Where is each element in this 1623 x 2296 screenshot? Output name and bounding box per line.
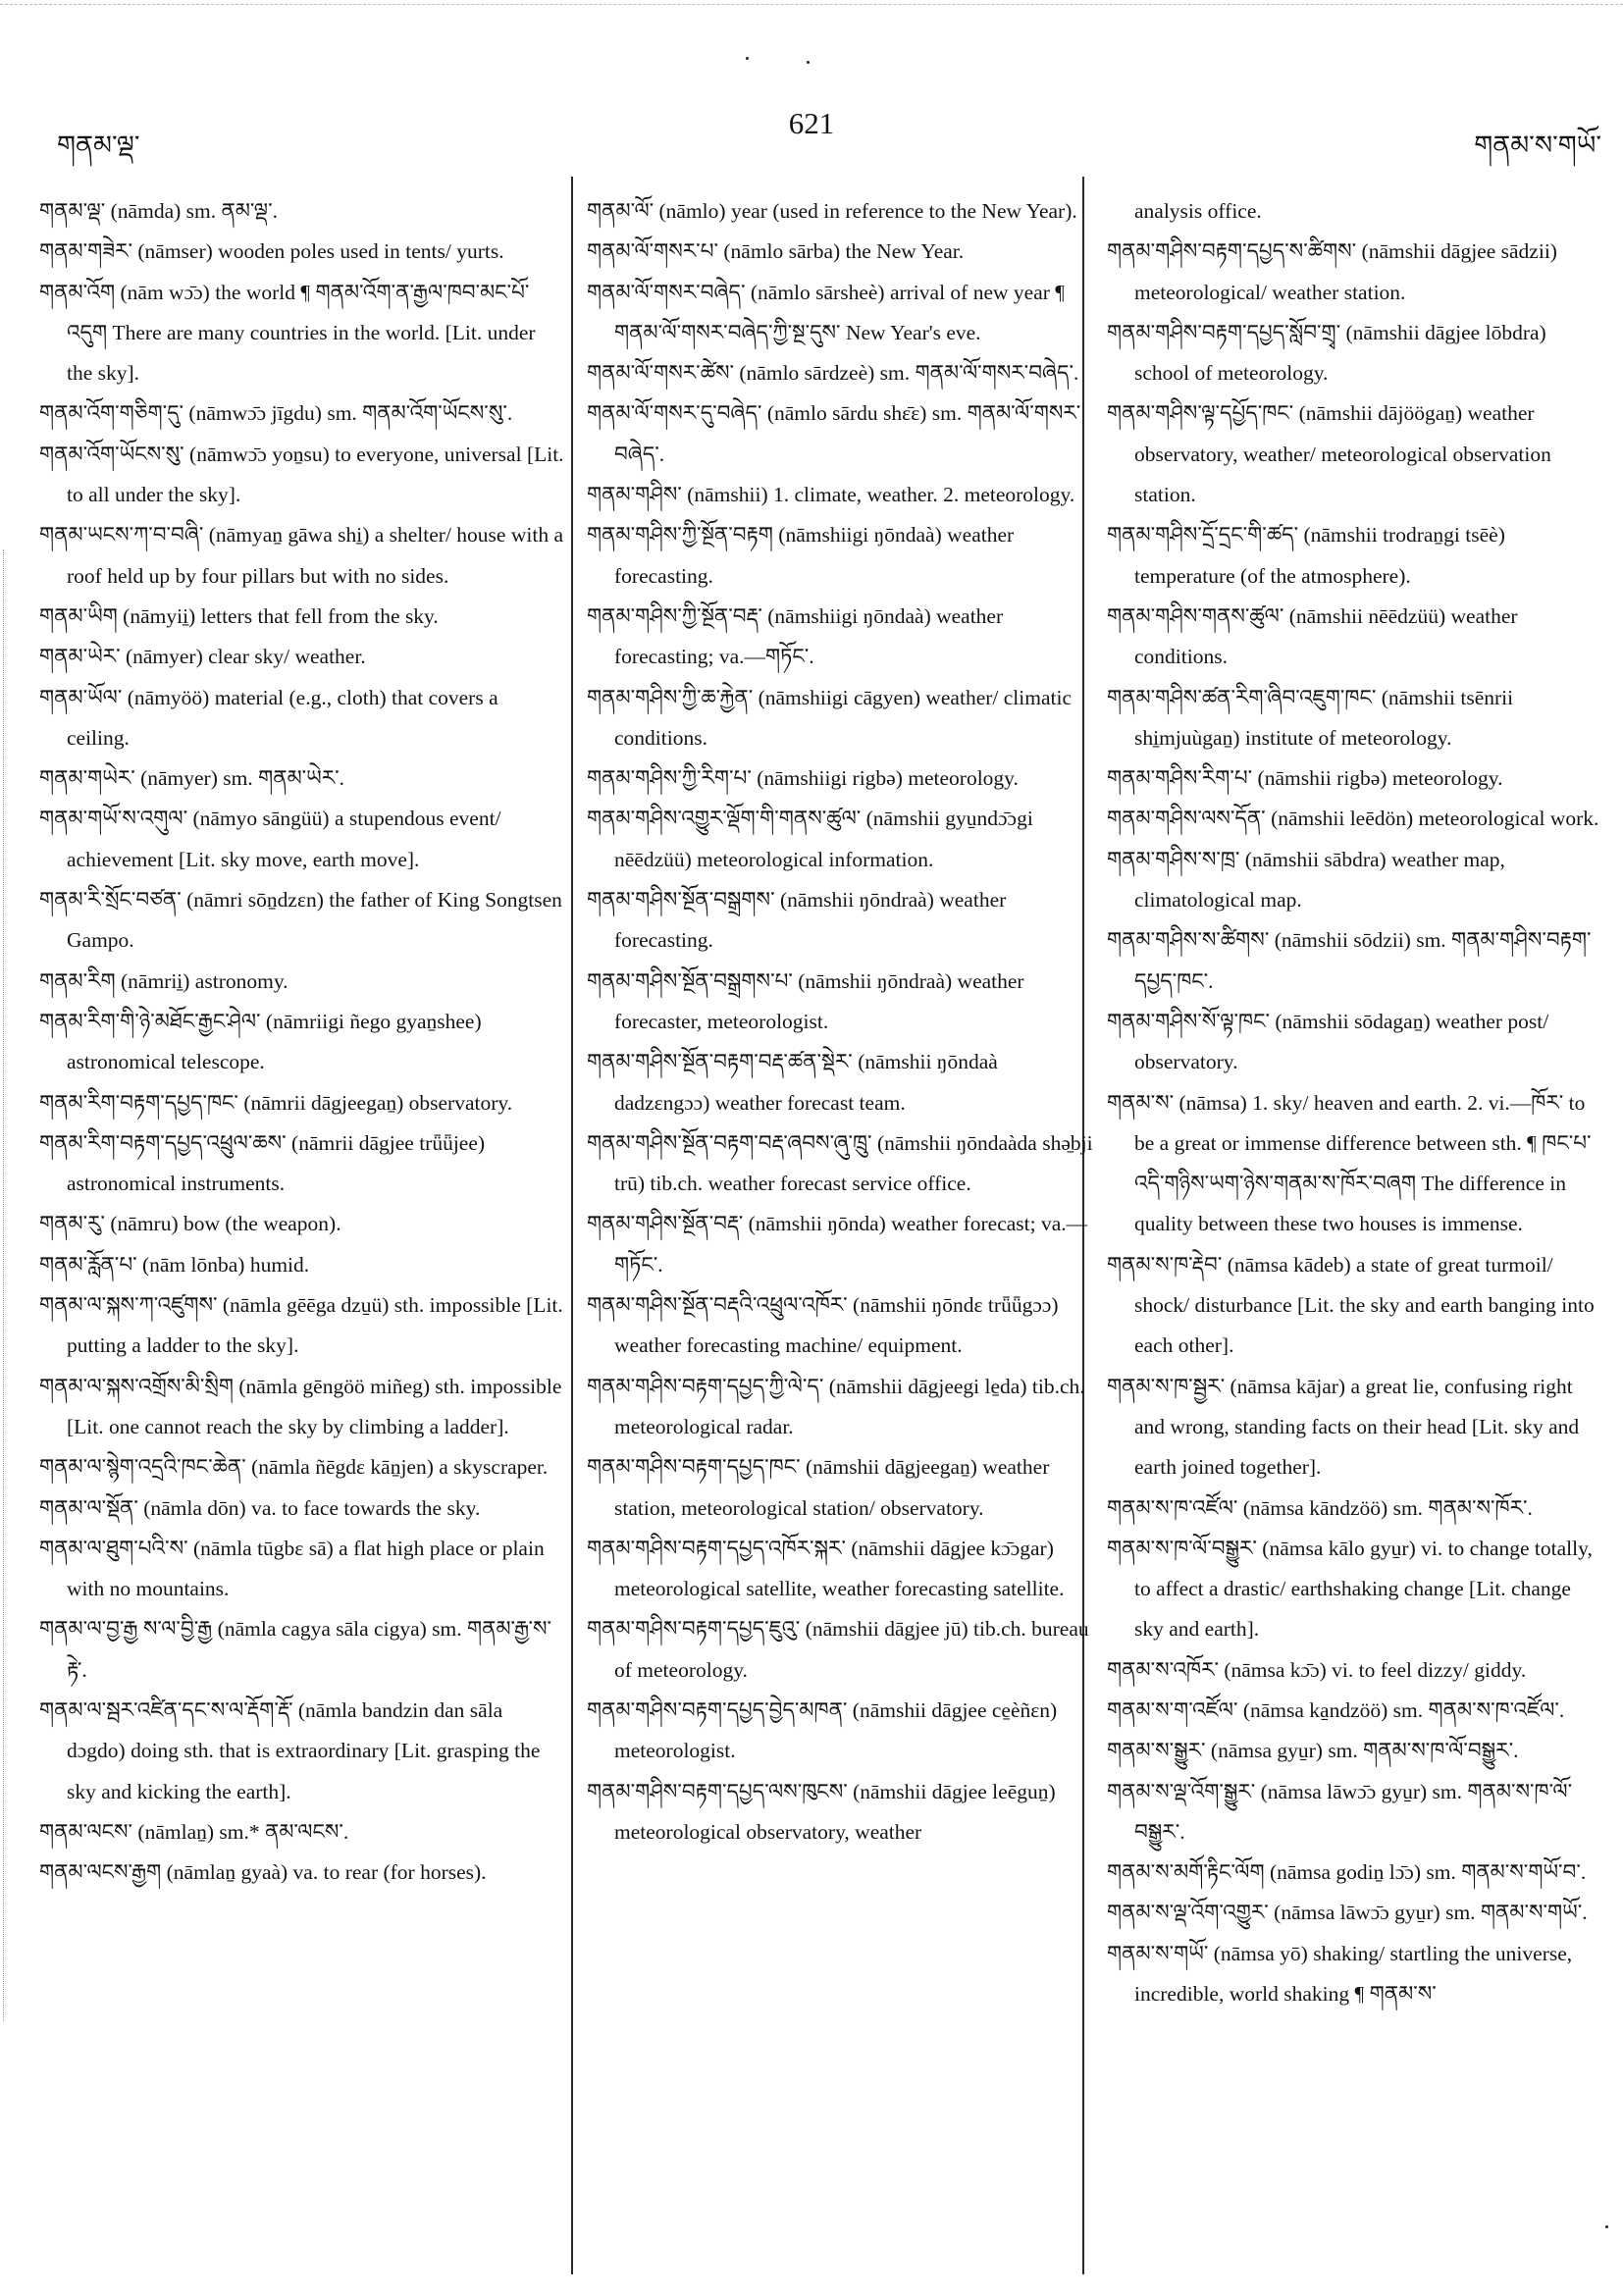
dictionary-entry: གནམ་ས་ལྡ་འོག་སྒྱུར་ (nāmsa lāwɔ̄ɔ gyu̱r) sm. གནམ་ས་ཁ་ལོ་བསྒྱུར་.: [1107, 1779, 1573, 1844]
scan-top-line: [0, 4, 1623, 5]
dictionary-entry: གནམ་ས་ཁ་སྦྱར་ (nāmsa kājar) a great lie, confusing right and wrong, standing facts on their head [Lit. sky and earth joined together].: [1107, 1374, 1580, 1480]
dictionary-entry: གནམ་གཤིས་བརྟག་དཔྱད་ལས་ཁུངས་ (nāmshii dāgjee leēguṉ) meteorological observatory, weather: [587, 1779, 1056, 1844]
dictionary-entry: གནམ་ལོ་གསར་ཚེས་ (nāmlo sārdzeè) sm. གནམ་ལོ་གསར་བཞེད་.: [587, 361, 1079, 386]
dictionary-entry: གནམ་རིག་བརྟག་དཔྱད་འཕྲུལ་ཆས་ (nāmrii dāgjee trǖǖjee) astronomical instruments.: [39, 1130, 486, 1196]
dictionary-entry: གནམ་འོག་ཡོངས་སུ་ (nāmwɔ̄ɔ yoṉsu) to everyone, universal [Lit. to all under the sky].: [39, 442, 564, 507]
dictionary-entry: གནམ་གཤིས་བརྟག་དཔྱད་བྱེད་མཁན་ (nāmshii dāgjee ce̱èñɛn) meteorologist.: [587, 1697, 1058, 1763]
dictionary-entry: གནམ་རློན་པ་ (nām lōnba) humid.: [39, 1252, 310, 1277]
dictionary-entry: གནམ་གཤིས་ལས་དོན་ (nāmshii leēdön) meteorological work.: [1107, 807, 1599, 831]
dictionary-entry: གནམ་ལ་ཐུག་པའི་ས་ (nāmla tūgbɛ sā) a flat high place or plain with no mountains.: [39, 1536, 545, 1601]
dictionary-entry: གནམ་ས་ལྡ་འོག་འགྱུར་ (nāmsa lāwɔ̄ɔ gyu̱r) sm. གནམ་ས་གཡོ་.: [1107, 1901, 1588, 1925]
dictionary-entry: གནམ་གཟེར་ (nāmser) wooden poles used in tents/ yurts.: [39, 239, 504, 264]
dictionary-entry: གནམ་གཤིས་སྔོན་བརྟག་བརྡ་ཚན་སྡེར་ (nāmshii ŋōndaà dadzɛngɔɔ) weather forecast team.: [587, 1050, 998, 1115]
dictionary-entry: གནམ་གཤིས་གནས་ཚུལ་ (nāmshii nēēdzüü) weather conditions.: [1107, 603, 1518, 669]
dictionary-entry: གནམ་གཤིས་བརྟག་དཔྱད་འཁོར་སྐར་ (nāmshii dāgjee kɔ̄ɔgar) meteorological satellite, weather forecasting satellite.: [587, 1536, 1065, 1601]
dictionary-entry: གནམ་ཡིག (nāmyii̱) letters that fell from the sky.: [39, 603, 439, 628]
page-number: 621: [788, 106, 835, 140]
dictionary-entry: གནམ་གཤིས་ལྟ་དཔྱོད་ཁང་ (nāmshii dājöögaṉ) weather observatory, weather/ meteorological observation station.: [1107, 401, 1551, 507]
dictionary-entry: གནམ་གཤིས་འགྱུར་ལྡོག་གི་གནས་ཚུལ་ (nāmshii gyu̱ndɔ̄ɔgi nēēdzüü) meteorological information.: [587, 807, 1033, 871]
dictionary-entry: གནམ་ལྡ་ (nāmda) sm. ནམ་ལྡ་.: [39, 199, 279, 223]
dictionary-entry: གནམ་གཤིས་བརྟག་དཔྱད་ཀྱི་ལེ་ད་ (nāmshii dāgjeegi le̱da) tib.ch. meteorological radar.: [587, 1374, 1085, 1438]
dictionary-entry: གནམ་གཤིས་ཚན་རིག་ཞིབ་འཇུག་ཁང་ (nāmshii tsēnrii shi̱mjuùgaṉ) institute of meteorology.: [1107, 685, 1514, 750]
dictionary-entry: གནམ་འོག་གཅིག་དུ་ (nāmwɔ̄ɔ jīgdu) sm. གནམ་འོག་ཡོངས་སུ་.: [39, 401, 513, 426]
dictionary-entry: གནམ་ས་མགོ་རྟིང་ལོག (nāmsa godiṉ lɔ̄ɔ) sm. གནམ་ས་གཡོ་བ་.: [1107, 1860, 1587, 1885]
dictionary-entry: གནམ་ལ་སྦར་འཛིན་དང་ས་ལ་རྡོག་རྡོ་ (nāmla bandzin dan sāla dɔgdo) doing sth. that is extraordinary [Lit. grasping the sky and kicking the earth].: [39, 1697, 541, 1803]
dictionary-entry: གནམ་གཤིས་སྔོན་བརྟག་བརྡ་ཞབས་ཞུ་ཁྲུ་ (nāmshii ŋōndaàda shə̱bji trū) tib.ch. weather forecast service office.: [587, 1130, 1093, 1196]
dictionary-entry: གནམ་གཤིས་ཀྱི་སྔོན་བརྡ་ (nāmshiigi ŋōndaà) weather forecasting; va.—གཏོང་.: [587, 603, 1004, 669]
dictionary-entry: གནམ་ལངས་རྒྱག (nāmlaṉ gyaà) va. to rear (for horses).: [39, 1860, 487, 1885]
dictionary-entry: གནམ་ས་ཁ་ལོ་བསྒྱུར་ (nāmsa kālo gyu̱r) vi. to change totally, to affect a drastic/ earthshaking change [Lit. change sky and earth].: [1107, 1536, 1593, 1642]
dictionary-entry: གནམ་གཤིས་ཀྱི་རིག་པ་ (nāmshiigi rigbə) meteorology.: [587, 766, 1019, 791]
left-guide-word: གནམ་ལྡ་: [57, 130, 140, 160]
dictionary-entry: གནམ་འོག (nām wɔ̄ɔ) the world ¶ གནམ་འོག་ན་རྒྱལ་ཁབ་མང་པོ་འདུག There are many countries in the world. [Lit. under the sky].: [39, 280, 536, 386]
dictionary-entry: གནམ་གཤིས་ཀྱི་ཆ་རྐྱེན་ (nāmshiigi cāgyen) weather/ climatic conditions.: [587, 685, 1072, 750]
dictionary-entry: གནམ་རུ་ (nāmru) bow (the weapon).: [39, 1212, 341, 1236]
dictionary-entry: གནམ་ས་ཁ་འཛོལ་ (nāmsa kāndzöö) sm. གནམ་ས་ཁོར་.: [1107, 1495, 1533, 1520]
dictionary-entry: གནམ་ས་ (nāmsa) 1. sky/ heaven and earth. 2. vi.—ཁོར་ to be a great or immense difference between sth. ¶ ཁང་པ་འདི་གཉིས་ཡག་ཉེས་གནམ་ས་ཁོར་བཞག The difference in quality between these two houses is immense.: [1107, 1090, 1592, 1236]
dictionary-entry: གནམ་གཤིས་བརྟག་དཔྱད་སློབ་གྲྭ་ (nāmshii dāgjee lōbdra) school of meteorology.: [1107, 320, 1546, 386]
dictionary-entry: གནམ་ས་ག་འཛོལ་ (nāmsa ka̱ndzöö) sm. གནམ་ས་ཁ་འཛོལ་.: [1107, 1697, 1565, 1722]
dictionary-entry: གནམ་ལོ་གསར་བཞེད་ (nāmlo sārsheè) arrival of new year ¶ གནམ་ལོ་གསར་བཞེད་ཀྱི་སྔ་དུས་ New Year's eve.: [587, 280, 1066, 344]
dictionary-entry: གནམ་རིག་བརྟག་དཔྱད་ཁང་ (nāmrii dāgjeegaṉ) observatory.: [39, 1090, 513, 1115]
dictionary-entry: གནམ་གཤིས་སྔོན་བརྡའི་འཕྲུལ་འཁོར་ (nāmshii ŋōndɛ trǖǖgɔɔ) weather forecasting machine/ equipment.: [587, 1293, 1059, 1358]
dictionary-entry: གནམ་ས་ཁ་རྡེབ་ (nāmsa kādeb) a state of great turmoil/ shock/ disturbance [Lit. the sky and earth banging into each other].: [1107, 1252, 1595, 1358]
dictionary-entry: གནམ་གཡེར་ (nāmyer) sm. གནམ་ཡེར་.: [39, 766, 345, 791]
column-left: [39, 191, 564, 1893]
scan-left-edge: [3, 549, 4, 2021]
dictionary-entry: གནམ་གཤིས་སྔོན་བསྒྲགས་ (nāmshii ŋōndraà) weather forecasting.: [587, 888, 1007, 953]
dictionary-entry: གནམ་ལོ་གསར་པ་ (nāmlo sārba) the New Year.: [587, 239, 965, 264]
scan-speck: [1605, 2225, 1608, 2228]
dictionary-entry: གནམ་གཤིས་སྔོན་བསྒྲགས་པ་ (nāmshii ŋōndraà) weather forecaster, meteorologist.: [587, 968, 1024, 1033]
dictionary-entry: གནམ་རིག (nāmrii̱) astronomy.: [39, 968, 288, 993]
dictionary-entry: གནམ་ས་གཡོ་ (nāmsa yō) shaking/ startling the universe, incredible, world shaking ¶ གནམ་ས་: [1107, 1941, 1573, 2007]
dictionary-entry: གནམ་གཤིས་དྲོ་དྲང་གི་ཚད་ (nāmshii trodraṉgi tsēè) temperature (of the atmosphere).: [1107, 523, 1505, 588]
dictionary-entry: གནམ་རི་སྲོང་བཙན་ (nāmri sōṉdzɛn) the father of King Songtsen Gampo.: [39, 888, 562, 953]
dictionary-entry: གནམ་ལ་བྱ་རྒྱ ས་ལ་བྱི་རྒྱ (nāmla cagya sāla cigya) sm. གནམ་རྒྱ་ས་རྟེ་.: [39, 1617, 552, 1682]
dictionary-entry: གནམ་ཡོལ་ (nāmyöö) material (e.g., cloth) that covers a ceiling.: [39, 685, 498, 750]
dictionary-entry: གནམ་ལ་སྙེག་འདྲའི་ཁང་ཆེན་ (nāmla ñēgdɛ kāṉjen) a skyscraper.: [39, 1455, 549, 1480]
column-divider: [571, 177, 573, 2274]
dictionary-entry: གནམ་རིག་གི་ཉེ་མཐོང་རྒྱང་ཤེལ་ (nāmriigi ñego gyaṉshee) astronomical telescope.: [39, 1009, 482, 1074]
dictionary-entry: གནམ་ས་འཁོར་ (nāmsa kɔ̄ɔ) vi. to feel dizzy/ giddy.: [1107, 1657, 1527, 1682]
column-middle: [587, 191, 1093, 1852]
dictionary-entry: གནམ་གཤིས་ས་ཁྲ་ (nāmshii sābdra) weather map, climatological map.: [1107, 847, 1505, 913]
dictionary-entry: གནམ་ལ་སྡོན་ (nāmla dōn) va. to face towards the sky.: [39, 1495, 481, 1520]
dictionary-entry: གནམ་གཤིས་སྔོན་བརྡ་ (nāmshii ŋōnda) weather forecast; va.—གཏོང་.: [587, 1212, 1088, 1277]
dictionary-entry: གནམ་གཤིས་སོ་ལྟ་ཁང་ (nāmshii sōdagaṉ) weather post/ observatory.: [1107, 1009, 1549, 1074]
column-right: [1107, 191, 1601, 2014]
dictionary-entry: analysis office.: [1134, 199, 1262, 223]
dictionary-entry: གནམ་ཡངས་ཀ་བ་བཞི་ (nāmyaṉ gāwa shi̱) a shelter/ house with a roof held up by four pillars but with no sides.: [39, 523, 563, 588]
dictionary-entry: གནམ་གཡོ་ས་འགུལ་ (nāmyo sāngüü) a stupendous event/ achievement [Lit. sky move, earth move].: [39, 807, 501, 871]
dictionary-entry: གནམ་ལོ་ (nāmlo) year (used in reference to the New Year).: [587, 199, 1077, 223]
scan-speck: [746, 57, 749, 60]
dictionary-entry: གནམ་ལངས་ (nāmlaṉ) sm.* ནམ་ལངས་.: [39, 1819, 349, 1844]
dictionary-entry: གནམ་ས་སྒྱུར་ (nāmsa gyu̱r) sm. གནམ་ས་ཁ་ལོ་བསྒྱུར་.: [1107, 1739, 1519, 1763]
dictionary-entry: གནམ་གཤིས་ (nāmshii) 1. climate, weather. 2. meteorology.: [587, 483, 1075, 507]
dictionary-entry: གནམ་གཤིས་རིག་པ་ (nāmshii rigbə) meteorology.: [1107, 766, 1503, 791]
dictionary-entry: གནམ་ལ་སྐས་འགྲོས་མི་སྲིག (nāmla gēngöö miñeg) sth. impossible [Lit. one cannot reach the sky by climbing a ladder].: [39, 1374, 562, 1438]
dictionary-entry: གནམ་གཤིས་བརྟག་དཔྱད་ས་ཚིགས་ (nāmshii dāgjee sādzii) meteorological/ weather station.: [1107, 239, 1557, 304]
right-guide-word: གནམ་ས་གཡོ་: [1474, 130, 1601, 160]
dictionary-entry: གནམ་ཡེར་ (nāmyer) clear sky/ weather.: [39, 645, 366, 669]
dictionary-entry: གནམ་ལོ་གསར་དུ་བཞེད་ (nāmlo sārdu shɛ̄ɛ) sm. གནམ་ལོ་གསར་བཞེད་.: [587, 401, 1081, 466]
dictionary-entry: གནམ་གཤིས་ཀྱི་སྔོན་བརྟག (nāmshiigi ŋōndaà) weather forecasting.: [587, 523, 1015, 588]
dictionary-entry: གནམ་གཤིས་ས་ཚིགས་ (nāmshii sōdzii) sm. གནམ་གཤིས་བརྟག་དཔྱད་ཁང་.: [1107, 928, 1592, 993]
dictionary-entry: གནམ་ལ་སྐས་ཀ་འཛུགས་ (nāmla gēēga dzu̱ü) sth. impossible [Lit. putting a ladder to the sky].: [39, 1293, 563, 1358]
scan-speck: [807, 61, 810, 64]
dictionary-entry: གནམ་གཤིས་བརྟག་དཔྱད་ཁང་ (nāmshii dāgjeegaṉ) weather station, meteorological station/ observatory.: [587, 1455, 1050, 1520]
dictionary-entry: གནམ་གཤིས་བརྟག་དཔྱད་ཇུའུ་ (nāmshii dāgjee jū) tib.ch. bureau of meteorology.: [587, 1617, 1089, 1682]
